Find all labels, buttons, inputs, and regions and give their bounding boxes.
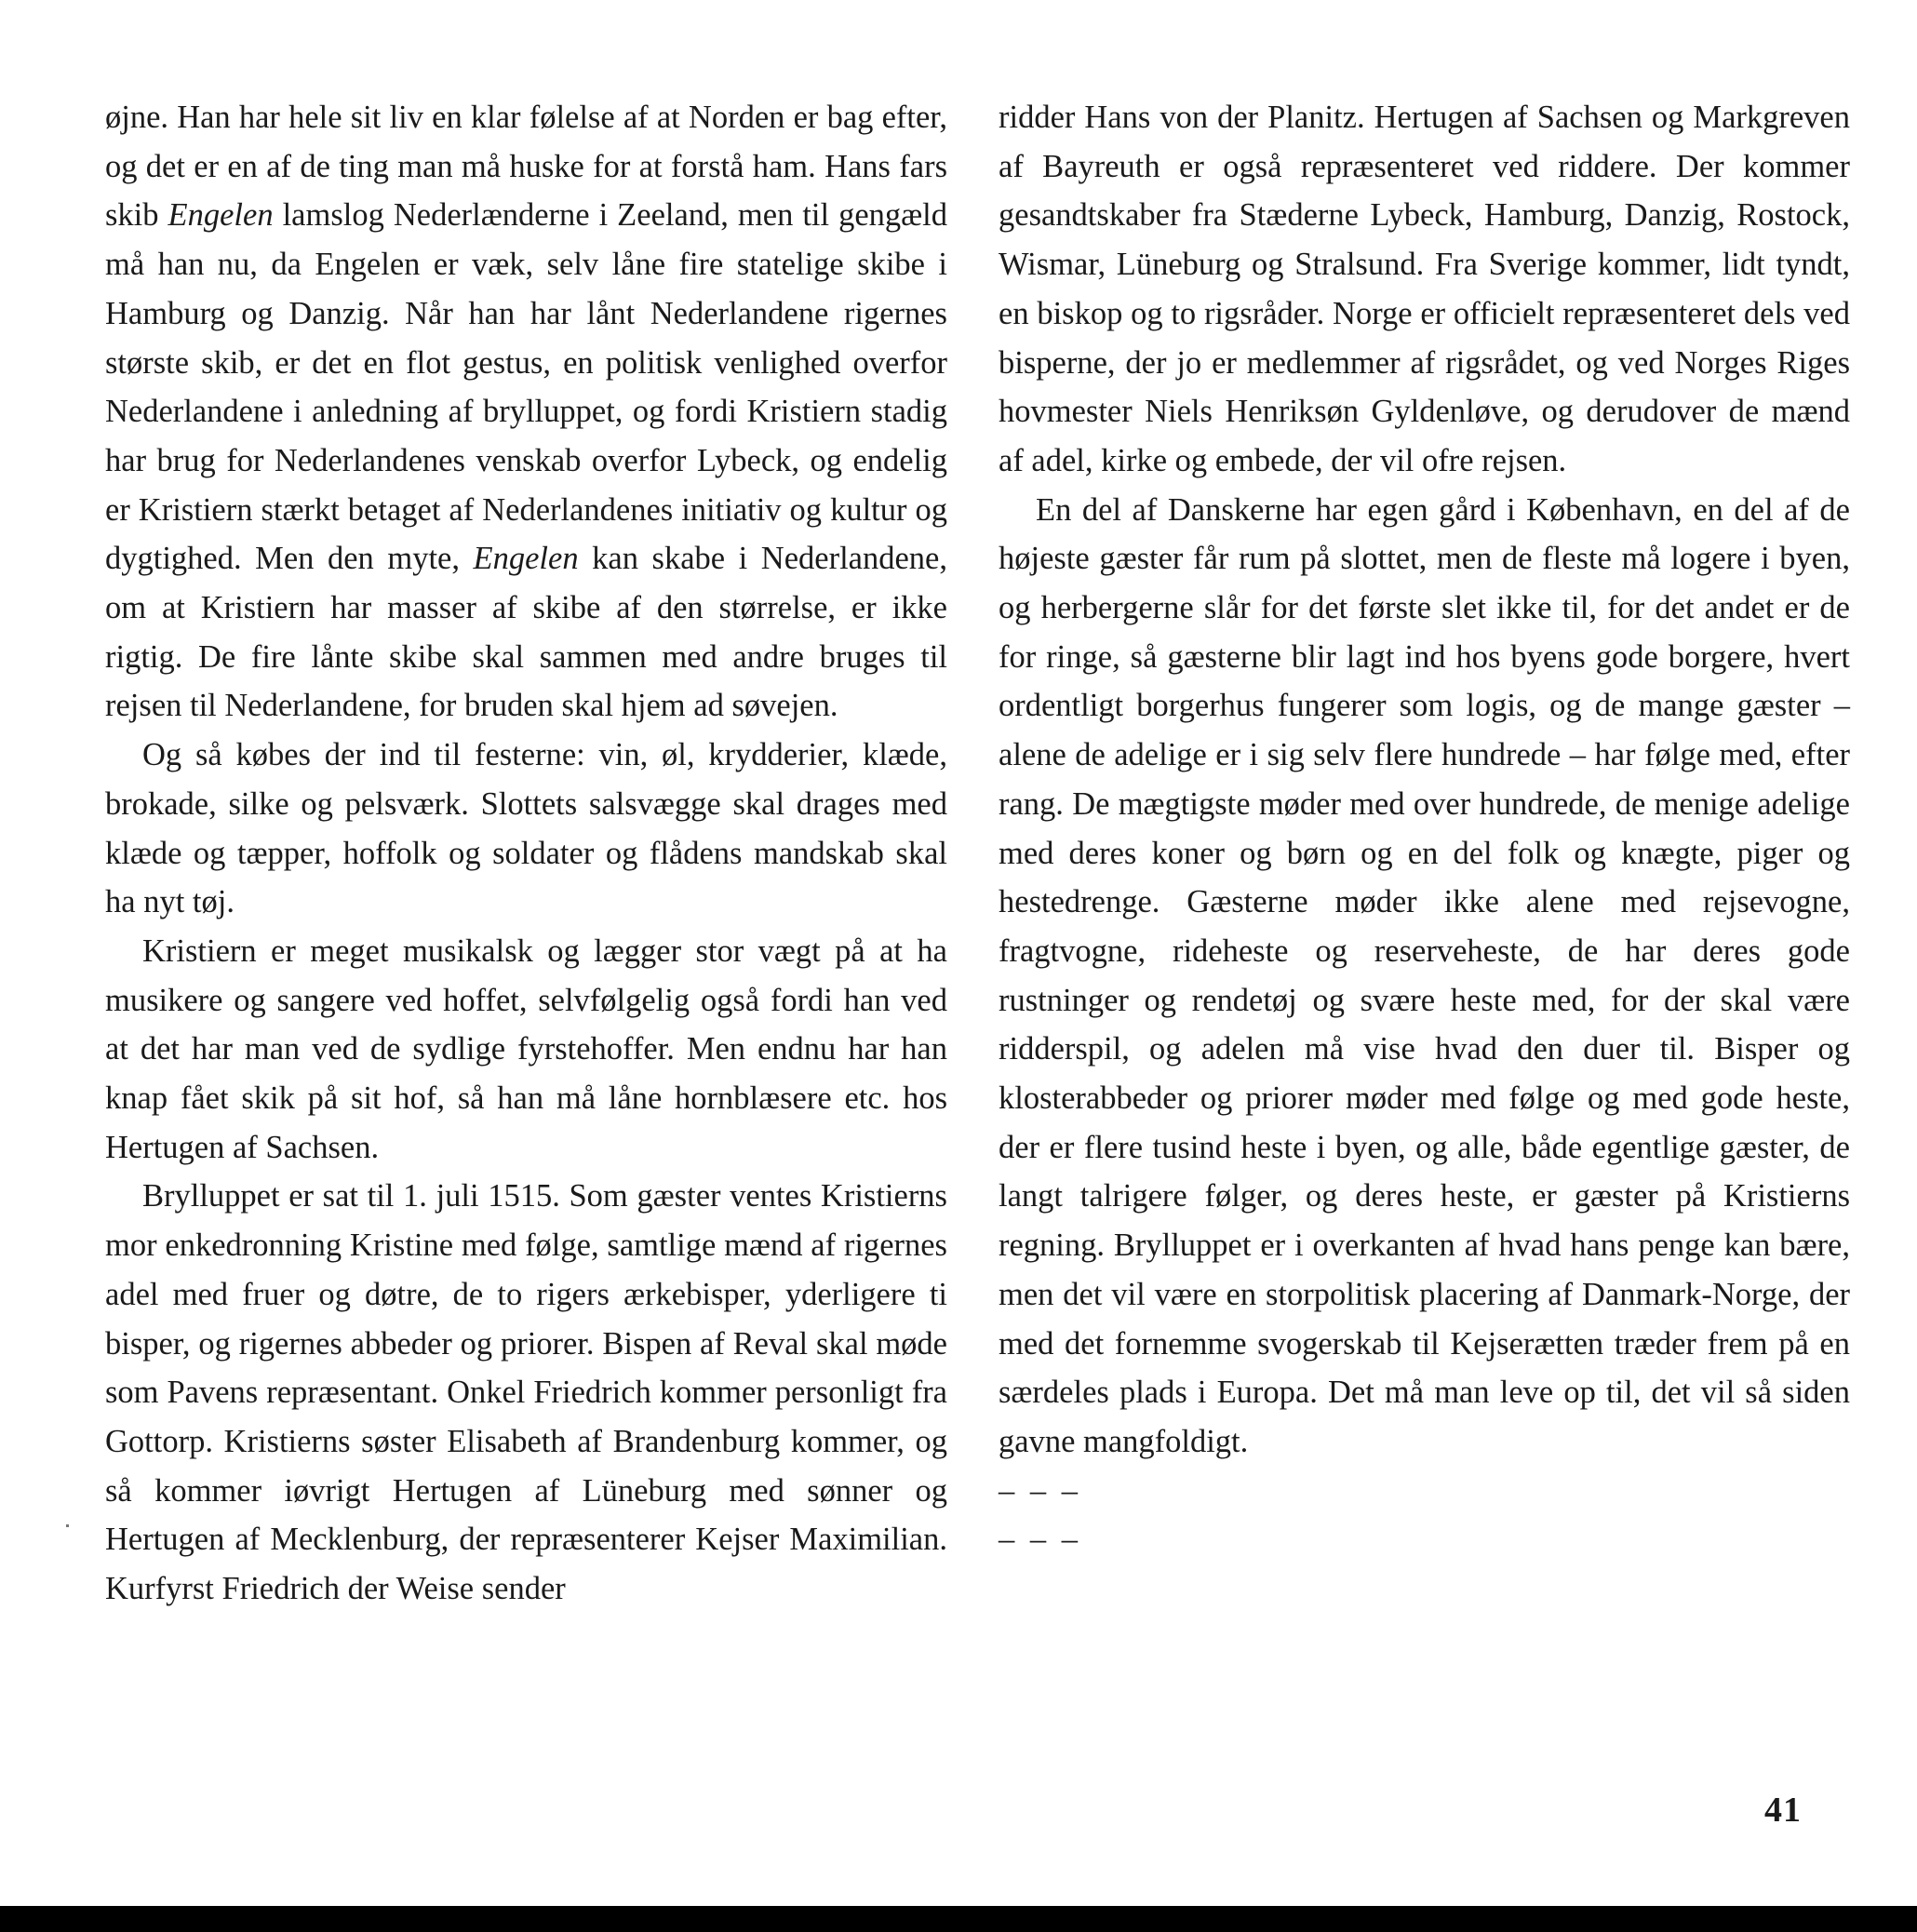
right-paragraph-1: ridder Hans von der Planitz. Hertugen af Sachsen og Markgreven af Bayreuth er også repræsenteret ved riddere. Der kommer gesandtskaber fra Stæderne Lybeck, Hamburg, Danzig, Rostock, Wismar, Lüneburg og Stralsund. Fra Sverige kommer, lidt tyndt, en biskop og to rigsråder. Norge er officielt repræsenteret dels ved bisperne, der jo er medlemmer af rigsrådet, og ved Norges Riges hovmester Niels Henriksøn Gyldenløve, og derudover de mænd af adel, kirke og embede, der vil ofre rejsen.: [999, 100, 1850, 478]
right-paragraph-2: En del af Danskerne har egen gård i København, en del af de højeste gæster får rum på slottet, men de fleste må logere i byen, og herbergerne slår for det første slet ikke til, for det andet er de for ringe, så gæsterne blir lagt ind hos byens gode borgere, hvert ordentligt borgerhus fungerer som logis, og de mange gæster – alene de adelige er i sig selv flere hundrede – har følge med, efter rang. De mægtigste møder med over hundrede, de menige adelige med deres koner og børn og en del folk og knægte, piger og hestedrenge. Gæsterne møder ikke alene med rejsevogne, fragtvogne, rideheste og reserveheste, de har deres gode rustninger og rendetøj og svære heste med, for der skal være ridderspil, og adelen må vise hvad den duer til. Bisper og klosterabbeder og priorer møder med følge og med gode heste, der er flere tusind heste i byen, og alle, både egentlige gæster, de langt talrigere følger, og deres heste, er gæster på Kristierns regning. Brylluppet er i overkanten af hvad hans penge kan bære, men det vil være en storpolitisk placering af Danmark-Norge, der med det fornemme svogerskab til Kejserætten træder frem på en særdeles plads i Europa. Det må man leve op til, det vil så siden gavne mangfoldigt.: [999, 491, 1850, 1459]
left-column: [105, 93, 947, 1614]
text-run: kan skabe i Nederlandene, om at Kristiern har masser af skibe af den størrelse, er ikke rigtig. De fire lånte skibe skal sammen med andre bruges til rejsen til Nederlandene, for bruden skal hjem ad søvejen.: [105, 541, 947, 724]
page-number: 41: [1764, 1791, 1802, 1830]
left-paragraph-2: Og så købes der ind til festerne: vin, øl, krydderier, klæde, brokade, silke og pelsværk. Slottets salsvægge skal drages med klæde og tæpper, hoffolk og soldater og flådens mandskab skal ha nyt tøj.: [105, 737, 947, 920]
text-run: øjne. Han har hele sit liv en klar følelse af at Norden er bag efter, og det er en af de ting man må huske for at forstå ham. Hans fars skib: [105, 100, 947, 234]
right-column: [999, 93, 1850, 1564]
scan-bottom-edge: [0, 1906, 1917, 1932]
left-paragraph-1: [105, 93, 947, 731]
ship-name-italic: Engelen: [168, 197, 274, 234]
ship-name-italic: Engelen: [473, 541, 579, 577]
section-separator: – – –: [999, 1472, 1081, 1509]
section-separator: – – –: [999, 1522, 1081, 1558]
text-run: lamslog Nederlænderne i Zeeland, men til gengæld må han nu, da Engelen er væk, selv låne fire statelige skibe i Hamburg og Danzig. Når han har lånt Nederlandene rigernes største skib, er det en flot gestus, en politisk venlighed overfor Nederlandene i anledning af brylluppet, og fordi Kristiern stadig har brug for Nederlandenes venskab overfor Lybeck, og endelig er Kristiern stærkt betaget af Nederlandenes initiativ og kultur og dygtighed. Men den myte,: [105, 197, 948, 577]
left-paragraph-4: Brylluppet er sat til 1. juli 1515. Som gæster ventes Kristierns mor enkedronning Kristine med følge, samtlige mænd af rigernes adel med fruer og døtre, de to rigers ærkebisper, yderligere ti bisper, og rigernes abbeder og priorer. Bispen af Reval skal møde som Pavens repræsentant. Onkel Friedrich kommer personligt fra Gottorp. Kristierns søster Elisabeth af Brandenburg kommer, og så kommer iøvrigt Hertugen af Lüneburg med sønner og Hertugen af Mecklenburg, der repræsenterer Kejser Maximilian. Kurfyrst Friedrich der Weise sender: [105, 1178, 947, 1607]
scan-speck: [66, 1524, 69, 1527]
left-paragraph-3: Kristiern er meget musikalsk og lægger stor vægt på at ha musikere og sangere ved hoffet, selvfølgelig også fordi han ved at det har man ved de sydlige fyrstehoffer. Men endnu har han knap fået skik på sit hof, så han må låne hornblæsere etc. hos Hertugen af Sachsen.: [105, 932, 947, 1165]
